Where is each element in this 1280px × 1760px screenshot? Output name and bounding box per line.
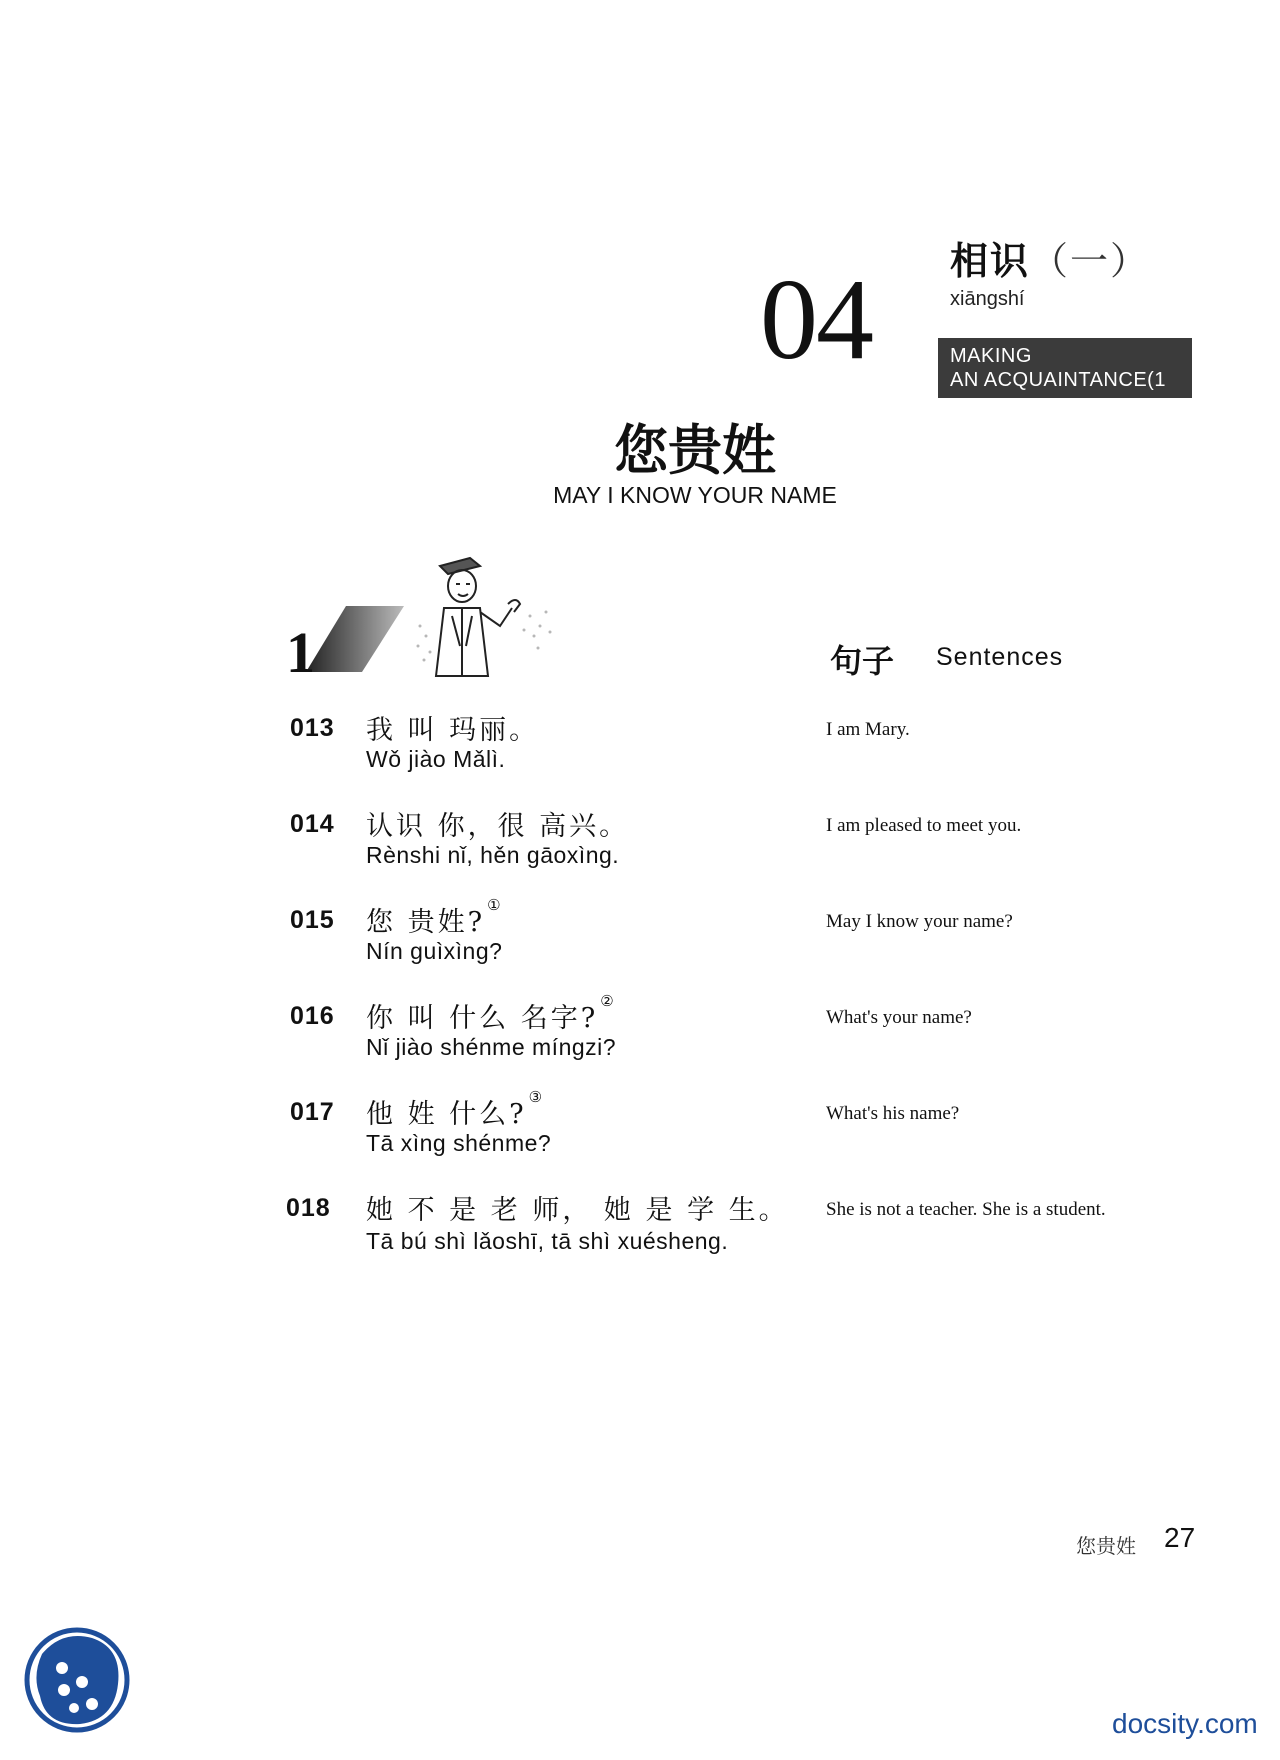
sentence-translation: She is not a teacher. She is a student.: [826, 1199, 1106, 1220]
sentence-zh: [366, 708, 539, 747]
sentence-translation: What's your name?: [826, 1007, 972, 1028]
topic-pinyin: xiāngshí: [950, 288, 1025, 310]
sentence-pinyin: Tā xìng shénme?: [366, 1130, 552, 1156]
brand-link[interactable]: docsity.com: [1112, 1708, 1258, 1739]
sentence-zh-text: 你 叫 什么 名字?: [366, 1003, 599, 1034]
docsity-logo-icon[interactable]: [22, 1624, 132, 1736]
topic-title-zh-text: 相识: [950, 241, 1031, 283]
sentence-zh: [366, 1188, 789, 1227]
footnote-marker: ②: [600, 992, 617, 1010]
sentence-number: 015: [290, 906, 335, 934]
sentence-number: 016: [290, 1002, 335, 1030]
section-number: 1: [286, 620, 315, 676]
sentence-pinyin: Nǐ jiào shénme míngzi?: [366, 1034, 617, 1060]
topic-badge: [938, 338, 1192, 398]
sentence-pinyin: Wǒ jiào Mǎlì.: [366, 746, 506, 772]
page-number: 27: [1164, 1522, 1196, 1553]
sentence-zh-text: 我 叫 玛丽。: [366, 715, 540, 746]
figure-illustration-icon: [400, 556, 560, 678]
sentence-zh: [366, 992, 617, 1035]
footnote-marker: ①: [487, 896, 504, 914]
topic-badge-line2: AN ACQUAINTANCE(1: [950, 369, 1166, 391]
section-mark-icon: [286, 598, 408, 676]
sentence-pinyin: Rènshi nǐ, hěn gāoxìng.: [366, 842, 620, 868]
sentence-number: 014: [290, 810, 335, 838]
topic-title-paren: （一）: [1030, 241, 1151, 283]
sentence-zh-text: 她 不 是 老 师， 她 是 学 生。: [366, 1195, 789, 1226]
lesson-title-en: MAY I KNOW YOUR NAME: [553, 482, 837, 508]
sentence-number: 017: [290, 1098, 335, 1126]
sentence-zh-text: 认识 你，很 高兴。: [366, 811, 630, 842]
topic-badge-line1: MAKING: [950, 345, 1032, 367]
running-title: 您贵姓: [1076, 1536, 1136, 1558]
lesson-title-zh: 您贵姓: [614, 421, 776, 481]
sentence-zh: [366, 1088, 546, 1131]
section-title-en: Sentences: [936, 643, 1064, 671]
sentence-translation: I am Mary.: [826, 719, 910, 740]
sentence-zh: [366, 896, 504, 939]
section-title-zh: 句子: [830, 643, 895, 679]
footnote-marker: ③: [528, 1088, 546, 1106]
sentence-pinyin: Tā bú shì lǎoshī, tā shì xuésheng.: [366, 1228, 729, 1254]
sentence-pinyin: Nín guìxìng?: [366, 938, 503, 964]
sentence-zh: [366, 804, 629, 843]
sentence-number: 013: [290, 714, 335, 742]
sentence-zh-text: 他 姓 什么?: [366, 1099, 527, 1130]
unit-number: 04: [760, 256, 872, 384]
sentence-zh-text: 您 贵姓?: [366, 907, 486, 938]
sentence-translation: I am pleased to meet you.: [826, 815, 1022, 836]
sentence-translation: May I know your name?: [826, 911, 1013, 932]
topic-title-zh: [950, 230, 1150, 285]
sentence-translation: What's his name?: [826, 1103, 960, 1124]
sentence-number: 018: [286, 1194, 331, 1222]
